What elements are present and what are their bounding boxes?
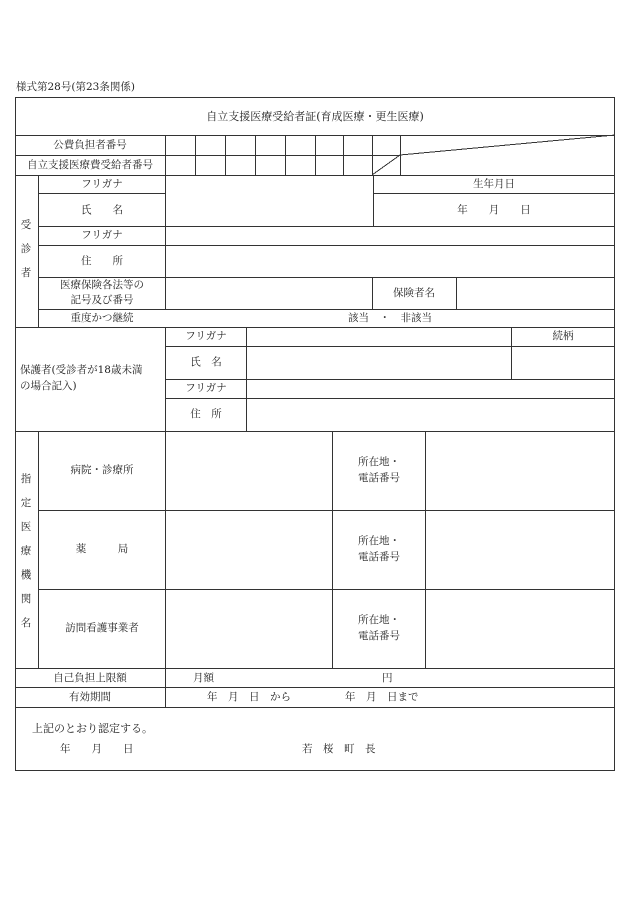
institution-section-label-7: 名 — [20, 617, 32, 629]
institution-section-label-5: 機 — [20, 569, 32, 581]
institution-section-label-6: 関 — [20, 593, 32, 605]
issuer-title: 若 桜 町 長 — [302, 743, 376, 755]
birthdate-format: 年 月 日 — [457, 204, 531, 216]
certification-statement: 上記のとおり認定する。 — [32, 722, 153, 735]
insurer-label: 保険者名 — [393, 287, 435, 299]
guardian-address-furigana-label: フリガナ — [185, 382, 227, 394]
patient-section-label-3: 者 — [20, 267, 32, 279]
address-furigana-label: フリガナ — [81, 229, 123, 241]
patient-section-label-2: 診 — [20, 243, 32, 255]
copay-monthly-label: 月額 — [193, 672, 214, 684]
validity-to: 年 月 日まで — [345, 691, 419, 703]
birthdate-label: 生年月日 — [473, 178, 515, 190]
patient-section-label-1: 受 — [20, 219, 32, 231]
form-outer-frame — [16, 98, 615, 771]
institution-section-label-3: 医 — [20, 521, 32, 533]
severe-label: 重度かつ継続 — [70, 312, 134, 324]
patient-address-label: 住 所 — [81, 255, 123, 267]
pharmacy-location-line2: 電話番号 — [358, 551, 400, 563]
institution-section-label-1: 指 — [20, 473, 32, 485]
relation-label: 続柄 — [552, 330, 574, 342]
insurance-label-line2: 記号及び番号 — [70, 294, 134, 306]
pharmacy-location-line1: 所在地・ — [358, 535, 400, 547]
nursing-location-line2: 電話番号 — [358, 630, 400, 642]
insurance-label-line1: 医療保険各法等の — [60, 279, 144, 291]
guardian-address-label: 住 所 — [190, 408, 222, 420]
guardian-label-line1: 保護者(受診者が18歳未満 — [20, 364, 143, 376]
institution-section-label-2: 定 — [20, 497, 32, 509]
form-title: 自立支援医療受給者証(育成医療・更生医療) — [206, 110, 424, 123]
form-number: 様式第28号(第23条関係) — [16, 81, 135, 93]
patient-furigana-label: フリガナ — [81, 178, 123, 190]
guardian-furigana-label: フリガナ — [185, 330, 227, 342]
nursing-location-line1: 所在地・ — [358, 614, 400, 626]
hospital-location-line1: 所在地・ — [358, 456, 400, 468]
copay-yen-label: 円 — [382, 672, 393, 684]
payer-number-label: 公費負担者番号 — [53, 139, 127, 151]
copay-label: 自己負担上限額 — [53, 672, 127, 684]
hospital-location-line2: 電話番号 — [358, 472, 400, 484]
recipient-number-label: 自立支援医療費受給者番号 — [27, 159, 153, 171]
patient-name-label: 氏 名 — [81, 204, 123, 216]
severe-options: 該当 ・ 非該当 — [348, 312, 432, 324]
certification-date: 年 月 日 — [60, 743, 134, 755]
validity-label: 有効期間 — [69, 691, 111, 703]
hospital-label: 病院・診療所 — [70, 464, 134, 476]
guardian-label-line2: の場合記入) — [20, 380, 77, 392]
validity-from: 年 月 日 から — [207, 691, 291, 703]
institution-section-label-4: 療 — [20, 545, 32, 557]
guardian-name-label: 氏 名 — [190, 356, 222, 368]
nursing-label: 訪問看護事業者 — [65, 622, 139, 634]
pharmacy-label: 薬 局 — [75, 543, 129, 555]
